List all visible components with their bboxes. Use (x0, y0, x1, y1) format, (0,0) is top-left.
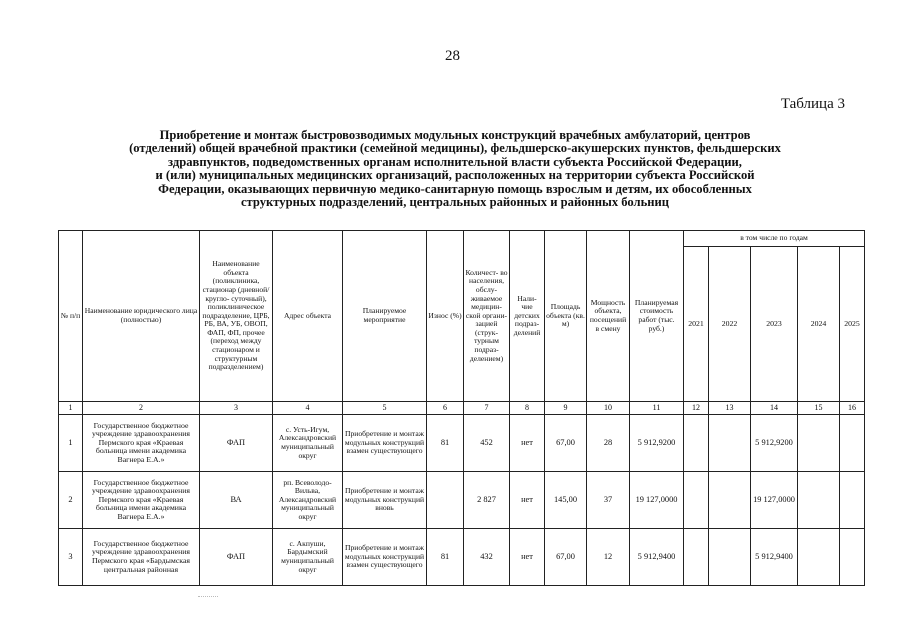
column-number: 14 (751, 402, 798, 415)
cell-area: 145,00 (545, 472, 587, 529)
table-row (59, 415, 865, 472)
header-object: Наименование объекта (поликлиника, стационар (дневной/ кругло- суточный), поликлиническое подразделение, ЦРБ, РБ, ВА, УБ, ОВОП, ФАП, ФП, прочее (переход между стационаром и структурным подразделением) (200, 231, 273, 402)
cell-measure: Приобретение и монтаж модульных конструкций взамен существующего (343, 415, 427, 472)
modular-constructions-table (58, 230, 865, 586)
cell-capacity: 28 (587, 415, 630, 472)
cell-capacity: 37 (587, 472, 630, 529)
title-line: здравпунктов, подведомственных органам исполнительной власти субъекта Российской Федерации, (168, 154, 742, 169)
title-line: Приобретение и монтаж быстровозводимых модульных конструкций врачебных амбулаторий, центров (159, 128, 751, 142)
header-address: Адрес объекта (273, 231, 343, 402)
header-year-2025: 2025 (840, 247, 865, 402)
cell-cost: 5 912,9200 (630, 415, 684, 472)
cell-cost: 5 912,9400 (630, 529, 684, 586)
table-label: Таблица 3 (780, 96, 845, 112)
cell-object: ФАП (200, 529, 273, 586)
header-year-2024: 2024 (798, 247, 840, 402)
scan-artifact (198, 596, 218, 598)
document-title (50, 129, 860, 209)
header-cost: Планируемая стоимость работ (тыс. руб.) (630, 231, 684, 402)
cell-2021 (684, 472, 709, 529)
column-number: 5 (343, 402, 427, 415)
header-by-years: в том числе по годам (684, 231, 865, 247)
page-number: 28 (445, 48, 460, 64)
column-number: 7 (464, 402, 510, 415)
cell-address: с. Акпуши, Бардымский муниципальный округ (273, 529, 343, 586)
cell-2022 (709, 529, 751, 586)
header-measure: Планируемое мероприятие (343, 231, 427, 402)
cell-org: Государственное бюджетное учреждение здравоохранения Пермского края «Краевая больница имени академика Вагнера Е.А.» (83, 415, 200, 472)
column-number: 11 (630, 402, 684, 415)
cell-2023: 5 912,9400 (751, 529, 798, 586)
header-year-2021: 2021 (684, 247, 709, 402)
table-row (59, 472, 865, 529)
cell-wear (427, 472, 464, 529)
column-number: 3 (200, 402, 273, 415)
title-line: (отделений) общей врачебной практики (семейной медицины), фельдшерско-акушерских пунктов, фельдшерских (129, 141, 781, 156)
header-area: Площадь объекта (кв. м) (545, 231, 587, 402)
cell-wear: 81 (427, 529, 464, 586)
cell-2021 (684, 529, 709, 586)
cell-2023: 5 912,9200 (751, 415, 798, 472)
cell-2022 (709, 415, 751, 472)
cell-no: 3 (59, 529, 83, 586)
header-wear: Износ (%) (427, 231, 464, 402)
cell-subdivisions: нет (510, 529, 545, 586)
column-number: 13 (709, 402, 751, 415)
cell-2024 (798, 529, 840, 586)
cell-2025 (840, 529, 865, 586)
column-number: 9 (545, 402, 587, 415)
title-line: и (или) муниципальных медицинских организаций, расположенных на территории субъекта Российской (155, 168, 755, 183)
column-number: 2 (83, 402, 200, 415)
cell-2021 (684, 415, 709, 472)
header-year-2023: 2023 (751, 247, 798, 402)
cell-2025 (840, 472, 865, 529)
header-org: Наименование юридического лица (полностью) (83, 231, 200, 402)
table-row (59, 529, 865, 586)
column-number: 1 (59, 402, 83, 415)
cell-subdivisions: нет (510, 415, 545, 472)
cell-subdivisions: нет (510, 472, 545, 529)
cell-2024 (798, 415, 840, 472)
cell-2022 (709, 472, 751, 529)
column-number: 4 (273, 402, 343, 415)
column-number: 8 (510, 402, 545, 415)
cell-object: ФАП (200, 415, 273, 472)
cell-area: 67,00 (545, 415, 587, 472)
title-line: структурных подразделений, центральных районных и районных больниц (240, 195, 670, 210)
cell-population: 2 827 (464, 472, 510, 529)
cell-capacity: 12 (587, 529, 630, 586)
title-line: Федерации, оказывающих первичную медико-санитарную помощь взрослым и детям, их обособленных (158, 181, 752, 196)
column-number: 16 (840, 402, 865, 415)
cell-2025 (840, 415, 865, 472)
cell-population: 452 (464, 415, 510, 472)
cell-address: рп. Всеволодо- Вильва, Александровский муниципальный округ (273, 472, 343, 529)
cell-address: с. Усть-Игум, Александровский муниципальный округ (273, 415, 343, 472)
header-capacity: Мощность объекта, посещений в смену (587, 231, 630, 402)
cell-population: 432 (464, 529, 510, 586)
header-year-2022: 2022 (709, 247, 751, 402)
column-number-row (59, 402, 865, 415)
cell-2023: 19 127,0000 (751, 472, 798, 529)
cell-cost: 19 127,0000 (630, 472, 684, 529)
header-population: Количест- во населения, обслу- живаемое медицин- ской органи- зацией (струк- турным подраз- делением) (464, 231, 510, 402)
cell-area: 67,00 (545, 529, 587, 586)
cell-no: 2 (59, 472, 83, 529)
cell-org: Государственное бюджетное учреждение здравоохранения Пермского края «Краевая больница имени академика Вагнера Е.А.» (83, 472, 200, 529)
cell-wear: 81 (427, 415, 464, 472)
cell-2024 (798, 472, 840, 529)
column-number: 10 (587, 402, 630, 415)
column-number: 12 (684, 402, 709, 415)
cell-org: Государственное бюджетное учреждение здравоохранения Пермского края «Бардымская центральная районная (83, 529, 200, 586)
column-number: 15 (798, 402, 840, 415)
cell-no: 1 (59, 415, 83, 472)
header-no: № п/п (59, 231, 83, 402)
cell-measure: Приобретение и монтаж модульных конструкций взамен существующего (343, 529, 427, 586)
cell-object: ВА (200, 472, 273, 529)
column-number: 6 (427, 402, 464, 415)
header-subdivisions: Нали- чие детских подраз- делений (510, 231, 545, 402)
cell-measure: Приобретение и монтаж модульных конструкций вновь (343, 472, 427, 529)
